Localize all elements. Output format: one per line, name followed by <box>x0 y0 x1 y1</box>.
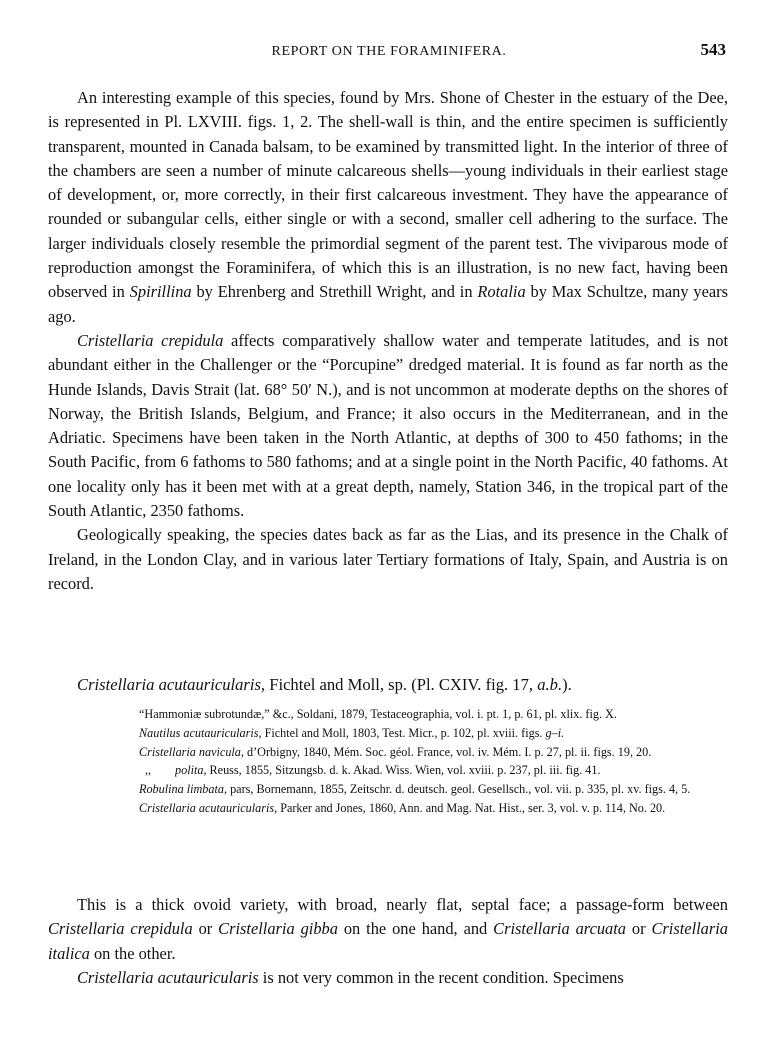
species-authority: Fichtel and Moll, sp. (Pl. CXIV. fig. 17, <box>265 675 538 694</box>
taxon-name: Robulina limbata, <box>139 782 228 797</box>
synonymy-entry <box>139 800 729 818</box>
synonymy-entry <box>139 725 729 743</box>
taxon-name: Nautilus acutauricularis, <box>139 725 262 740</box>
text-run: is not very common in the recent condition. Specimens <box>258 967 624 987</box>
text-run: by Max Schultze, many years ago. <box>48 282 728 326</box>
taxon-name: Cristellaria acutauricularis, <box>139 800 278 815</box>
text-run: An interesting example of this species, found by Mrs. Shone of Chester in the estuary of the Dee, is represented in Pl. LXVIII. figs. 1, 2. The shell-wall is thin, and the entire specimen is sufficiently transparent, mounted in Canada balsam, to be examined by transmitted light. In the interior of three of the chambers are seen a number of minute calcareous shells—young individuals in their earliest stage of development, or, more correctly, in their first calcareous investment. They have the appearance of rounded or subangular cells, either single or with a second, smaller cell adhering to the surface. The larger individuals closely resemble the primordial segment of the parent test. The viviparous mode of reproduction amongst the Foraminifera, of which this is an illustration, is no new fact, having been observed in <box>48 88 728 302</box>
text-run: d’Orbigny, 1840, Mém. Soc. géol. France, vol. iv. Mém. I. p. 27, pl. ii. figs. 19, 20. <box>243 744 652 759</box>
text-run: affects comparatively shallow water and temperate latitudes, and is not abundant either in the Challenger or the “Porcupine” dredged material. It is found as far north as the Hunde Islands, Davis Strait (lat. 68° 50′ N.), and is not uncommon at moderate depths on the shores of Norway, the British Islands, Belgium, and France; it also occurs in the Mediterranean, and in the Adriatic. Specimens have been taken in the North Atlantic, at depths of 300 to 450 fathoms; in the South Pacific, from 6 fathoms to 580 fathoms; and at a single point in the North Pacific, 40 fathoms. At one locality only has it been met with at a great depth, namely, Station 346, in the tropical part of the South Atlantic, 2350 fathoms. <box>48 330 728 521</box>
running-title: REPORT ON THE FORAMINIFERA. <box>271 44 507 59</box>
taxon-name: Cristellaria crepidula <box>77 330 224 350</box>
text-run: on the one hand, and <box>337 919 494 939</box>
text-run: Geologically speaking, the species dates back as far as the Lias, and its presence in the Chalk of Ireland, in the London Clay, and in various later Tertiary formations of Italy, Spain, and Austria is on record. <box>48 525 728 593</box>
paragraph-occurrence <box>48 966 728 990</box>
paragraph-geology <box>48 523 728 596</box>
page-number: 543 <box>700 40 726 59</box>
taxon-name: Rotalia <box>477 282 526 302</box>
text-run: or <box>192 919 219 939</box>
synonymy-entry <box>139 744 729 762</box>
taxon-name: Cristellaria italica <box>48 919 729 963</box>
paragraph-viviparous <box>48 86 728 329</box>
text-run: pars, Bornemann, 1855, Zeitschr. d. deutsch. geol. Gesellsch., vol. vii. p. 335, pl. xv. figs. 4, 5. <box>227 782 691 797</box>
text-run: Parker and Jones, 1860, Ann. and Mag. Nat. Hist., ser. 3, vol. v. p. 114, No. 20. <box>277 800 666 815</box>
synonymy-entry <box>139 706 729 724</box>
taxon-name: Cristellaria gibba <box>218 919 338 939</box>
text-run: Reuss, 1855, Sitzungsb. d. k. Akad. Wiss. Wien, vol. xviii. p. 237, pl. iii. fig. 41. <box>206 763 601 778</box>
description-text <box>48 893 728 990</box>
taxon-name: Cristellaria navicula, <box>139 744 244 759</box>
text-run: by Ehrenberg and Strethill Wright, and in <box>191 282 478 302</box>
taxon-name: Spirillina <box>129 282 192 302</box>
taxon-name: Cristellaria arcuata <box>493 919 626 939</box>
taxon-name: Cristellaria crepidula <box>48 919 193 939</box>
text-run: “Hammoniæ subrotundæ,” &c., Soldani, 1879, Testaceographia, vol. i. pt. 1, p. 61, pl. xlix. fig. X. <box>139 707 617 721</box>
text-run: This is a thick ovoid variety, with broad, nearly flat, septal face; a passage-form between <box>77 895 728 914</box>
taxon-name: Cristellaria acutauricularis <box>77 967 259 987</box>
text-run: Fichtel and Moll, 1803, Test. Micr., p. 102, pl. xviii. figs. <box>261 725 546 740</box>
text-run: ). <box>562 675 572 694</box>
figure-ref: g–i. <box>545 725 565 740</box>
main-text <box>48 86 728 596</box>
ditto-mark: ,, <box>145 763 152 778</box>
paragraph-distribution <box>48 329 728 523</box>
taxon-name: polita, <box>175 763 207 778</box>
synonymy-list <box>139 706 729 819</box>
species-name: Cristellaria acutauricularis, <box>77 675 266 694</box>
text-run: on the other. <box>89 943 176 963</box>
species-heading <box>77 674 737 696</box>
synonymy-entry <box>139 762 729 780</box>
running-header <box>48 40 730 66</box>
figure-ref: a.b. <box>537 675 563 694</box>
synonymy-entry <box>139 781 729 799</box>
paragraph-description <box>48 893 728 966</box>
text-run: or <box>625 919 652 939</box>
